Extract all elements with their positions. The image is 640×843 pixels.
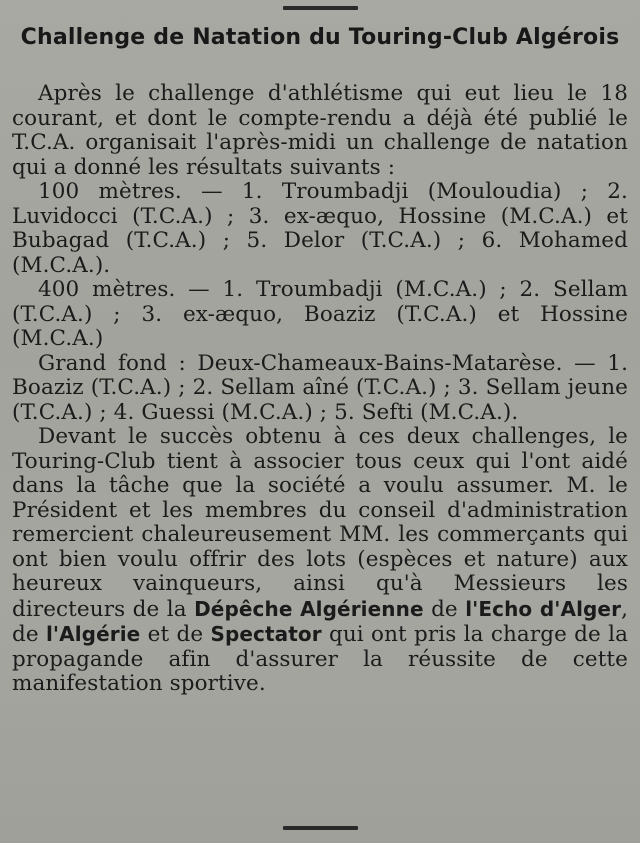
closing-text-1: Devant le succès obtenu à ces deux challenges, le Touring-Club tient à associer tous ceux qui l'ont aidé dans la tâche que la société a voulu assumer. M. le Président et les membres du conseil d'administration remercient chaleureusement MM. les commerçants qui ont bien voulu offrir des lots (espèces et nature) aux heureux vainqueurs, ainsi qu'à Messieurs les directeurs de la [12, 424, 628, 622]
result-400m: 400 mètres. — 1. Troumbadji (M.C.A.) ; 2. Sellam (T.C.A.) ; 3. ex-æquo, Boaziz (T.C.A.) et Hossine (M.C.A.) [12, 277, 628, 351]
result-100m: 100 mètres. — 1. Troumbadji (Mouloudia) ; 2. Luvidocci (T.C.A.) ; 3. ex-æquo, Hossine (M.C.A.) et Bubagad (T.C.A.) ; 5. Delor (T.C.A.) ; 6. Mohamed (M.C.A.). [12, 179, 628, 278]
intro-paragraph: Après le challenge d'athlétisme qui eut lieu le 18 courant, et dont le compte-rendu a déjà été publié le T.C.A. organisait l'après-midi un challenge de natation qui a donné les résultats suivants : [12, 81, 628, 180]
result-grand-fond: Grand fond : Deux-Chameaux-Bains-Matarèse. — 1. Boaziz (T.C.A.) ; 2. Sellam aîné (T.C.A.) ; 3. Sellam jeune (T.C.A.) ; 4. Guessi (M.C.A.) ; 5. Sefti (M.C.A.). [12, 350, 628, 425]
closing-paragraph [12, 425, 628, 697]
top-divider [283, 6, 358, 10]
closing-separator-1: de [423, 596, 466, 622]
closing-separator-2: , de [12, 596, 629, 647]
closing-text-2: qui ont pris la charge de la propagande afin d'assurer la réussite de cette manifestation sportive. [12, 622, 629, 696]
newspaper-name-algerie: l'Algérie [45, 622, 141, 646]
newspaper-name-echo: l'Echo d'Alger [465, 596, 622, 621]
article-body [12, 82, 628, 697]
closing-separator-3: et de [140, 622, 211, 647]
bottom-divider [283, 826, 358, 830]
article-title: Challenge de Natation du Touring-Club Algérois [20, 25, 620, 50]
newspaper-name-depeche: Dépêche Algérienne [194, 596, 424, 621]
newspaper-name-spectator: Spectator [210, 622, 322, 646]
